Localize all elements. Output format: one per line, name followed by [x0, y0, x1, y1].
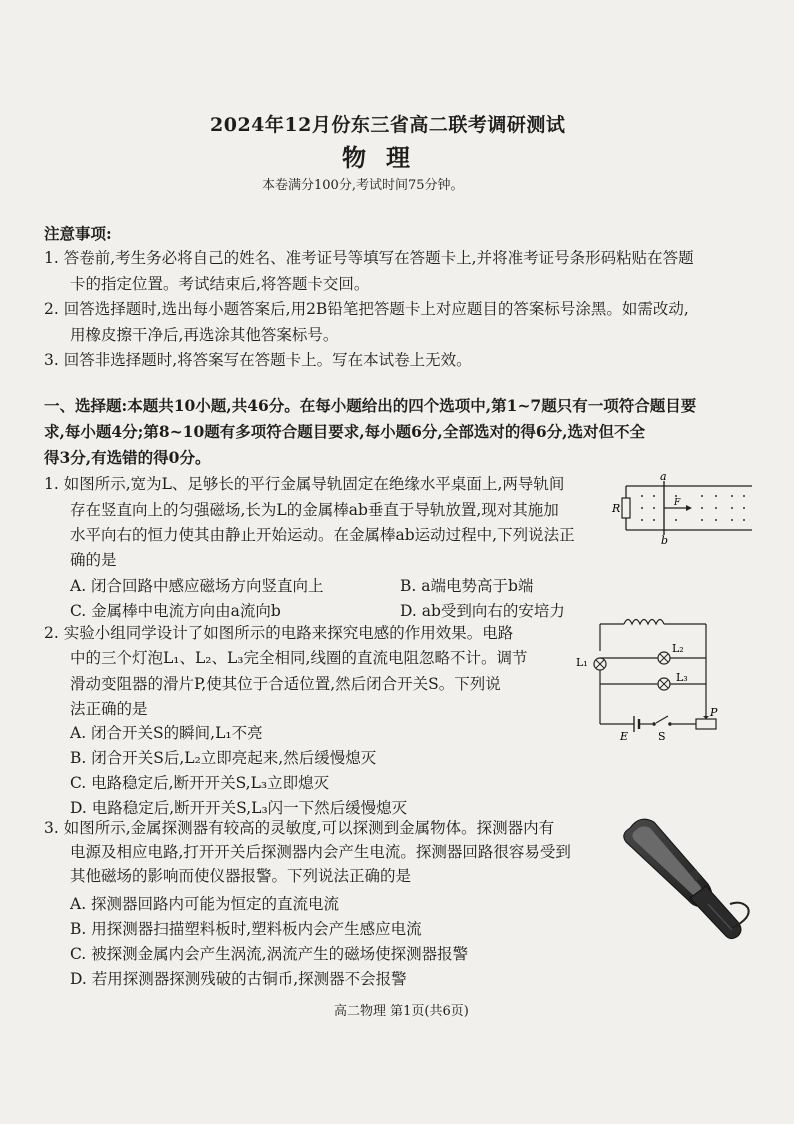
q1-option-a: A. 闭合回路中感应磁场方向竖直向上	[70, 577, 324, 595]
q3-option-b: B. 用探测器扫描塑料板时,塑料板内会产生感应电流	[70, 920, 422, 938]
q2-line-3: 滑动变阻器的滑片P,使其位于合适位置,然后闭合开关S。下列说	[70, 675, 501, 693]
q1-line-4: 确的是	[70, 551, 117, 569]
q3-option-c: C. 被探测金属内会产生涡流,涡流产生的磁场使探测器报警	[70, 945, 469, 963]
label-p: P	[710, 706, 718, 719]
rheostat-icon	[696, 719, 716, 729]
q1-rail-diagram	[606, 472, 756, 546]
label-l3: L₃	[676, 671, 688, 684]
label-r: R	[612, 502, 621, 515]
label-f: F	[674, 498, 681, 508]
q2-option-b: B. 闭合开关S后,L₂立即亮起来,然后缓慢熄灭	[70, 749, 377, 767]
q2-line-4: 法正确的是	[70, 700, 148, 718]
notice-line-3: 2. 回答选择题时,选出每小题答案后,用2B铅笔把答题卡上对应题目的答案标号涂黑。如需改动,	[44, 300, 689, 318]
q3-option-d: D. 若用探测器探测残破的古铜币,探测器不会报警	[70, 970, 407, 988]
label-b: b	[661, 534, 669, 546]
section-line-2: 求,每小题4分;第8~10题有多项符合题目要求,每小题6分,全部选对的得6分,选对但不全	[44, 422, 646, 441]
exam-title: 2024年12月份东三省高二联考调研测试	[210, 114, 566, 136]
notice-line-2: 卡的指定位置。考试结束后,将答题卡交回。	[70, 275, 370, 293]
notice-line-4: 用橡皮擦干净后,再选涂其他答案标号。	[70, 326, 339, 344]
label-l2: L₂	[672, 642, 684, 655]
notice-line-1: 1. 答卷前,考生务必将自己的姓名、准考证号等填写在答题卡上,并将准考证号条形码粘贴在答题	[44, 249, 694, 267]
exam-meta: 本卷满分100分,考试时间75分钟。	[262, 178, 464, 193]
magnetic-field-dots-icon	[641, 495, 745, 521]
label-s: S	[658, 730, 666, 743]
section-line-1: 一、选择题:本题共10小题,共46分。在每小题给出的四个选项中,第1~7题只有一项符合题目要	[44, 396, 697, 415]
q1-option-c: C. 金属棒中电流方向由a流向b	[70, 602, 281, 620]
label-l1: L₁	[576, 656, 588, 669]
q3-line-2: 电源及相应电路,打开开关后探测器内会产生电流。探测器回路很容易受到	[70, 843, 571, 861]
q1-option-b: B. a端电势高于b端	[400, 577, 534, 595]
resistor-icon	[622, 498, 630, 518]
notice-line-5: 3. 回答非选择题时,将答案写在答题卡上。写在本试卷上无效。	[44, 351, 472, 369]
q3-line-3: 其他磁场的影响而使仪器报警。下列说法正确的是	[70, 867, 412, 885]
q2-option-c: C. 电路稳定后,断开开关S,L₃立即熄灭	[70, 774, 330, 792]
q3-line-1: 3. 如图所示,金属探测器有较高的灵敏度,可以探测到金属物体。探测器内有	[44, 819, 555, 837]
q2-option-a: A. 闭合开关S的瞬间,L₁不亮	[70, 724, 263, 742]
metal-detector-image	[612, 812, 762, 946]
q2-circuit-diagram	[572, 606, 722, 766]
section-line-3: 得3分,有选错的得0分。	[44, 448, 211, 467]
q1-line-1: 1. 如图所示,宽为L、足够长的平行金属导轨固定在绝缘水平桌面上,两导轨间	[44, 475, 565, 493]
inductor-coil-icon	[624, 620, 664, 625]
q2-option-d: D. 电路稳定后,断开开关S,L₃闪一下然后缓慢熄灭	[70, 799, 408, 817]
notice-heading: 注意事项:	[44, 224, 112, 243]
subject-title: 物理	[342, 143, 430, 172]
label-e: E	[620, 730, 629, 743]
q1-option-d: D. ab受到向右的安培力	[400, 602, 565, 620]
q2-line-2: 中的三个灯泡L₁、L₂、L₃完全相同,线圈的直流电阻忽略不计。调节	[70, 649, 528, 667]
q1-line-3: 水平向右的恒力使其由静止开始运动。在金属棒ab运动过程中,下列说法正	[70, 526, 575, 544]
label-a: a	[660, 472, 667, 483]
q2-line-1: 2. 实验小组同学设计了如图所示的电路来探究电感的作用效果。电路	[44, 624, 514, 642]
page-footer: 高二物理 第1页(共6页)	[334, 1004, 469, 1019]
q3-option-a: A. 探测器回路内可能为恒定的直流电流	[70, 895, 340, 913]
switch-icon	[656, 716, 668, 723]
q1-line-2: 存在竖直向上的匀强磁场,长为L的金属棒ab垂直于导轨放置,现对其施加	[70, 501, 559, 519]
